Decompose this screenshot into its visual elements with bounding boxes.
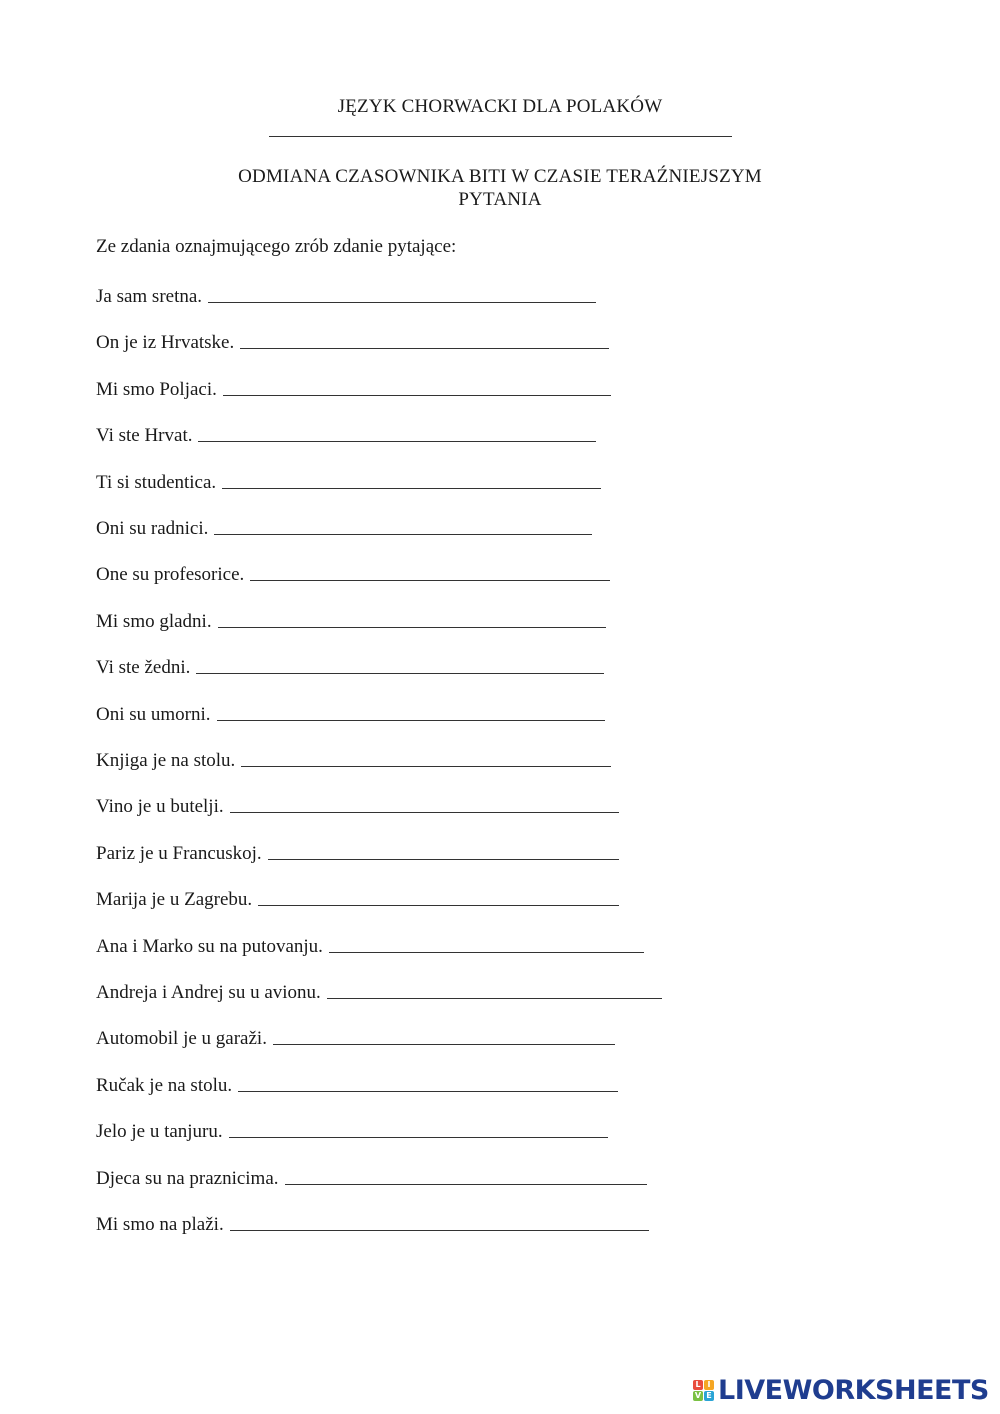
page-title: JĘZYK CHORWACKI DLA POLAKÓW: [337, 96, 663, 117]
exercise-item: [96, 375, 611, 401]
liveworksheets-logo: [693, 1374, 989, 1406]
answer-blank[interactable]: [273, 1043, 615, 1045]
exercise-item: [96, 1210, 649, 1236]
answer-blank[interactable]: [258, 904, 619, 906]
exercise-item: [96, 746, 611, 772]
sentence-text: On je iz Hrvatske.: [96, 332, 235, 353]
exercise-item: [96, 607, 606, 633]
sentence-text: Pariz je u Francuskoj.: [96, 843, 262, 864]
exercise-item: [96, 700, 605, 726]
sentence-text: Mi smo gladni.: [96, 611, 212, 632]
sentence-text: Jelo je u tanjuru.: [96, 1121, 223, 1142]
exercise-item: [96, 468, 601, 494]
exercise-item: [96, 792, 619, 818]
answer-blank[interactable]: [230, 811, 619, 813]
instruction-text: Ze zdania oznajmującego zrób zdanie pytające:: [96, 236, 457, 257]
sentence-text: Vino je u butelji.: [96, 796, 224, 817]
sentence-text: Ti si studentica.: [96, 472, 217, 493]
answer-blank[interactable]: [217, 719, 605, 721]
sentence-text: Ana i Marko su na putovanju.: [96, 936, 323, 957]
exercise-item: [96, 1071, 618, 1097]
answer-blank[interactable]: [238, 1090, 618, 1092]
exercise-item: [96, 978, 662, 1004]
exercise-item: [96, 885, 619, 911]
sentence-text: Knjiga je na stolu.: [96, 750, 236, 771]
sentence-text: Ručak je na stolu.: [96, 1075, 233, 1096]
answer-blank[interactable]: [223, 394, 611, 396]
liveworksheets-logo-icon: L I V E: [693, 1380, 714, 1401]
sentence-text: Vi ste Hrvat.: [96, 425, 193, 446]
sentence-text: Djeca su na praznicima.: [96, 1168, 279, 1189]
exercise-item: [96, 282, 596, 308]
exercise-item: [96, 1117, 608, 1143]
answer-blank[interactable]: [196, 672, 604, 674]
exercise-item: [96, 1164, 647, 1190]
sentence-text: Automobil je u garaži.: [96, 1028, 267, 1049]
sentence-text: Vi ste žedni.: [96, 657, 191, 678]
answer-blank[interactable]: [229, 1136, 608, 1138]
answer-blank[interactable]: [250, 579, 610, 581]
exercise-item: [96, 328, 609, 354]
answer-blank[interactable]: [268, 858, 619, 860]
sentence-text: Andreja i Andrej su u avionu.: [96, 982, 321, 1003]
answer-blank[interactable]: [285, 1183, 647, 1185]
exercise-item: [96, 932, 644, 958]
answer-blank[interactable]: [222, 487, 601, 489]
sentence-text: Mi smo Poljaci.: [96, 379, 217, 400]
section-title: ODMIANA CZASOWNIKA BITI W CZASIE TERAŹNIEJSZYM: [238, 166, 762, 187]
answer-blank[interactable]: [241, 765, 611, 767]
exercise-item: [96, 421, 596, 447]
sentence-text: Mi smo na plaži.: [96, 1214, 224, 1235]
exercise-item: [96, 653, 604, 679]
exercise-item: [96, 839, 619, 865]
section-subtitle: PYTANIA: [458, 189, 542, 210]
title-divider: [269, 136, 732, 137]
answer-blank[interactable]: [327, 997, 662, 999]
answer-blank[interactable]: [230, 1229, 649, 1231]
answer-blank[interactable]: [214, 533, 592, 535]
sentence-text: Marija je u Zagrebu.: [96, 889, 253, 910]
logo-wordmark: LIVEWORKSHEETS: [718, 1374, 989, 1406]
answer-blank[interactable]: [208, 301, 596, 303]
exercise-item: [96, 560, 610, 586]
sentence-text: Ja sam sretna.: [96, 286, 203, 307]
sentence-text: One su profesorice.: [96, 564, 245, 585]
answer-blank[interactable]: [198, 440, 596, 442]
answer-blank[interactable]: [218, 626, 606, 628]
exercise-item: [96, 514, 592, 540]
sentence-text: Oni su radnici.: [96, 518, 209, 539]
answer-blank[interactable]: [329, 951, 644, 953]
sentence-text: Oni su umorni.: [96, 704, 211, 725]
answer-blank[interactable]: [240, 347, 609, 349]
exercise-item: [96, 1024, 615, 1050]
